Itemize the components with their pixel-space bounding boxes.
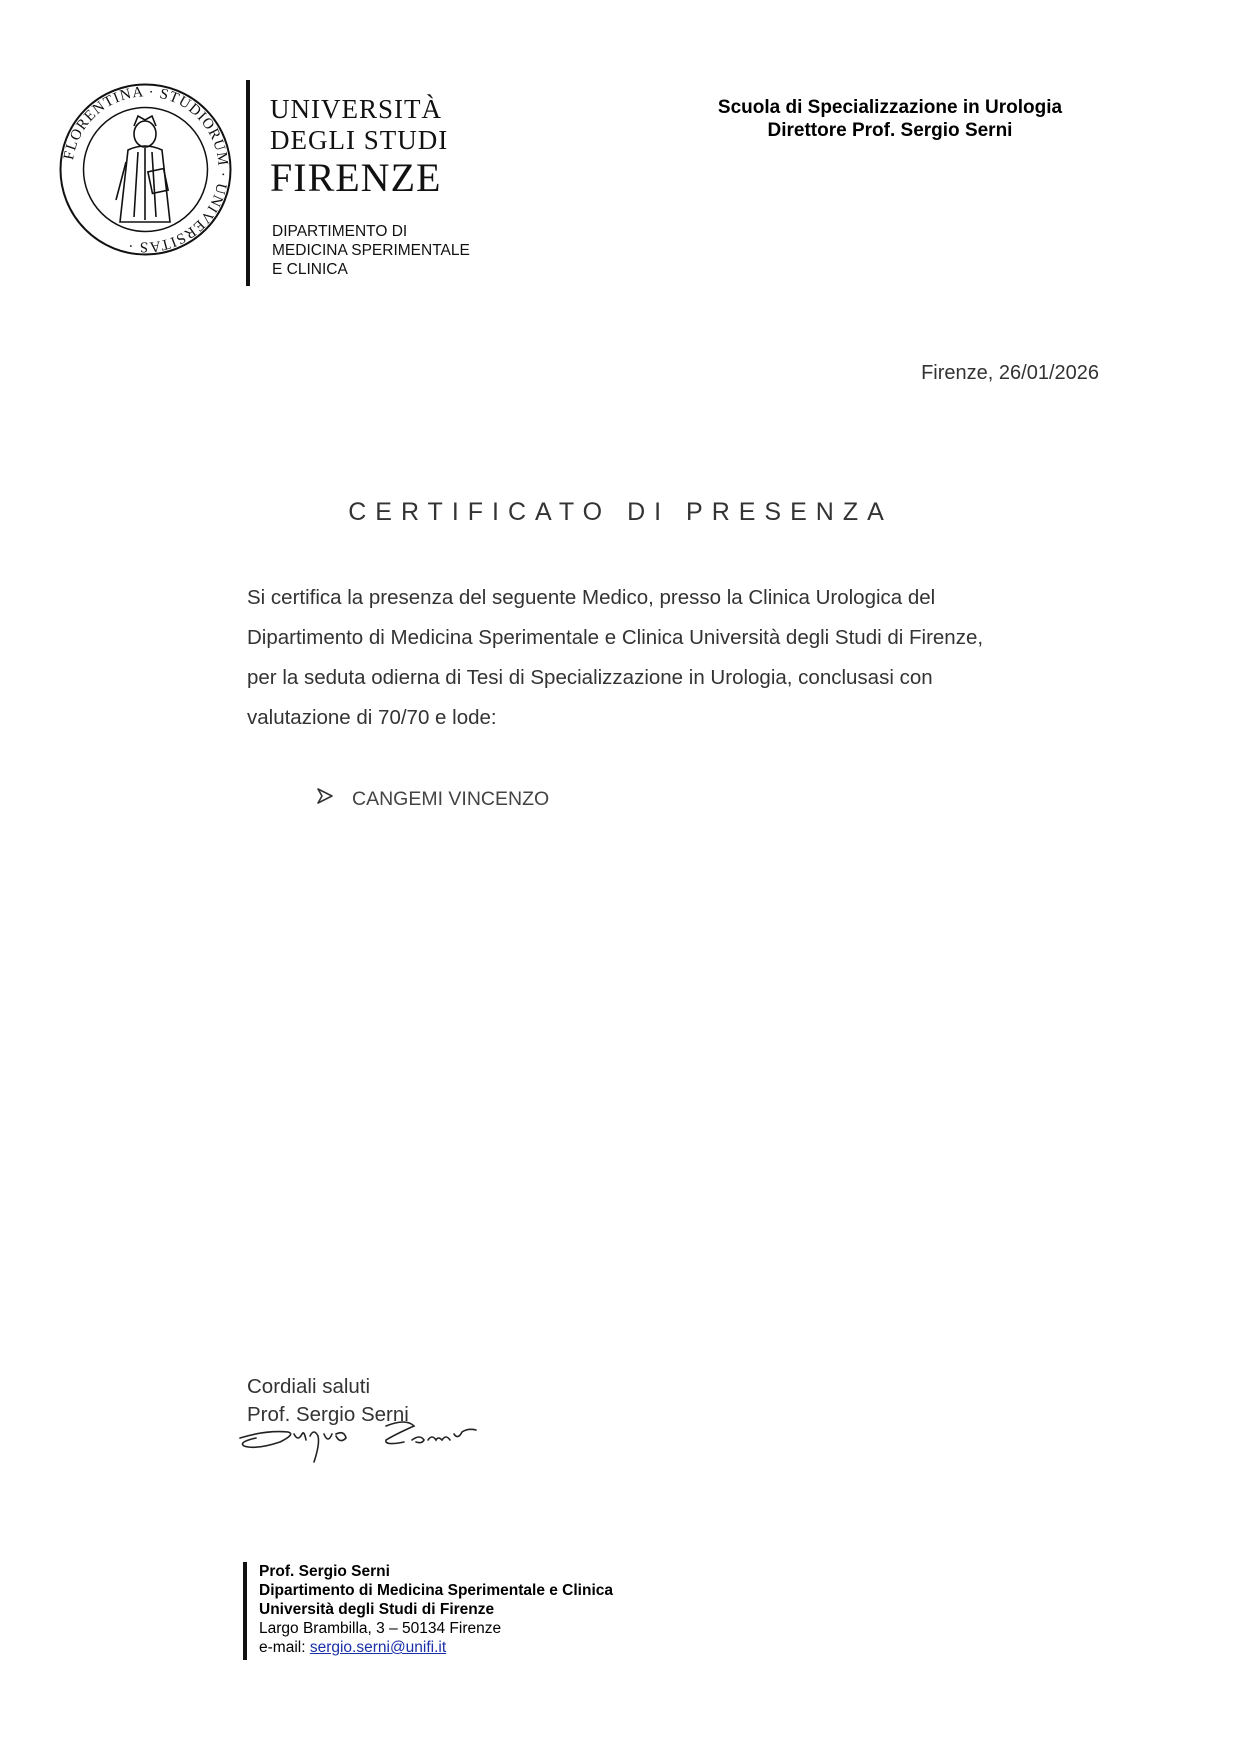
department-line-3: E CLINICA xyxy=(272,261,348,278)
body-line-4: valutazione di 70/70 e lode: xyxy=(247,706,497,729)
footer-name: Prof. Sergio Serni xyxy=(259,1563,390,1580)
attendee-name: CANGEMI VINCENZO xyxy=(352,788,550,810)
body-line-1: Si certifica la presenza del seguente Medico, presso la Clinica Urologica del xyxy=(247,586,936,609)
department-name xyxy=(272,222,470,279)
document-date: Firenze, 26/01/2026 xyxy=(921,362,1099,384)
closing-signer: Prof. Sergio Serni xyxy=(247,1403,409,1426)
university-line-3: FIRENZE xyxy=(270,155,442,200)
closing-greeting: Cordiali saluti xyxy=(247,1375,371,1398)
university-seal-icon xyxy=(58,82,233,257)
university-line-1: UNIVERSITÀ xyxy=(270,94,442,124)
university-line-2: DEGLI STUDI xyxy=(270,125,449,155)
school-heading xyxy=(640,96,1140,142)
footer-address: Largo Brambilla, 3 – 50134 Firenze xyxy=(259,1620,502,1637)
footer-email-link[interactable]: sergio.serni@unifi.it xyxy=(309,1639,447,1656)
arrow-bullet-icon xyxy=(316,786,334,806)
footer-contact xyxy=(259,1562,613,1657)
handwritten-signature xyxy=(236,1400,496,1470)
footer-email-label: e-mail: xyxy=(259,1639,310,1656)
director-line: Direttore Prof. Sergio Serni xyxy=(767,120,1013,141)
document-title: CERTIFICATO DI PRESENZA xyxy=(348,498,893,526)
department-line-2: MEDICINA SPERIMENTALE xyxy=(272,242,470,259)
university-wordmark xyxy=(270,96,448,198)
footer-email-line xyxy=(259,1638,613,1657)
logo-divider xyxy=(246,80,250,286)
certificate-body xyxy=(247,578,1099,738)
body-line-2: Dipartimento di Medicina Sperimentale e Clinica Università degli Studi di Firenze, xyxy=(247,626,984,649)
footer-department: Dipartimento di Medicina Sperimentale e Clinica xyxy=(259,1582,614,1599)
svg-text:FLORENTINA · STUDIORUM · UNIVE: FLORENTINA · STUDIORUM · UNIVERSITAS · xyxy=(61,84,231,255)
department-line-1: DIPARTIMENTO DI xyxy=(272,223,408,240)
footer-divider xyxy=(243,1562,247,1660)
footer-university: Università degli Studi di Firenze xyxy=(259,1601,495,1618)
body-line-3: per la seduta odierna di Tesi di Specializzazione in Urologia, conclusasi con xyxy=(247,666,933,689)
school-line: Scuola di Specializzazione in Urologia xyxy=(717,97,1063,118)
